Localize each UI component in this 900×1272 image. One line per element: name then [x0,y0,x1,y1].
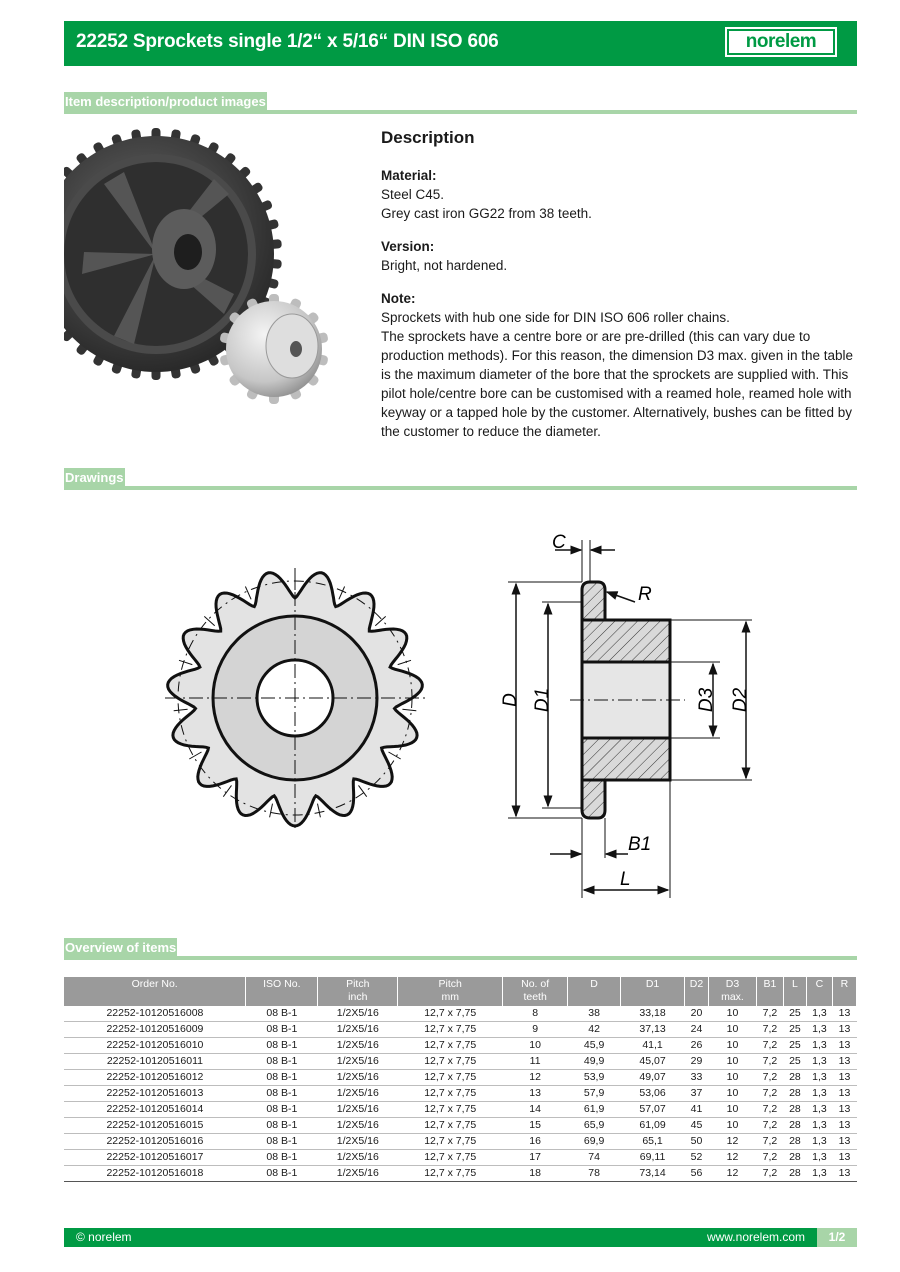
table-cell: 78 [568,1166,621,1182]
column-header [246,977,318,1006]
table-cell: 17 [503,1150,568,1166]
table-cell: 13 [832,1038,856,1054]
table-cell: 61,09 [621,1118,685,1134]
table-cell: 1/2X5/16 [318,1118,398,1134]
norelem-logo [725,27,837,57]
table-cell: 08 B-1 [246,1006,318,1022]
table-cell: 53,9 [568,1070,621,1086]
table-cell: 12,7 x 7,75 [398,1054,503,1070]
table-cell: 25 [783,1038,806,1054]
table-cell: 57,07 [621,1102,685,1118]
table-cell: 1,3 [806,1102,832,1118]
table-cell: 69,11 [621,1150,685,1166]
table-row [64,1070,857,1086]
table-cell: 10 [709,1054,757,1070]
sprocket-section-view [500,532,752,898]
table-cell: 08 B-1 [246,1134,318,1150]
table-cell: 7,2 [756,1086,783,1102]
table-cell: 1,3 [806,1150,832,1166]
table-cell: 12,7 x 7,75 [398,1006,503,1022]
table-cell: 1/2X5/16 [318,1006,398,1022]
table-cell: 14 [503,1102,568,1118]
table-cell: 61,9 [568,1102,621,1118]
column-header-line-1: Pitch [346,978,370,990]
table-row [64,1134,857,1150]
table-cell: 65,1 [621,1134,685,1150]
footer-copyright: © norelem [76,1230,132,1244]
table-cell: 18 [503,1166,568,1182]
column-header [783,977,806,1006]
table-cell: 41,1 [621,1038,685,1054]
table-row [64,1022,857,1038]
table-cell: 7,2 [756,1070,783,1086]
table-cell: 1/2X5/16 [318,1134,398,1150]
table-cell: 10 [709,1102,757,1118]
table-row [64,1006,857,1022]
table-cell: 10 [709,1118,757,1134]
table-cell: 56 [685,1166,709,1182]
table-cell: 1/2X5/16 [318,1086,398,1102]
table-cell: 12,7 x 7,75 [398,1150,503,1166]
table-cell: 13 [832,1166,856,1182]
note-line-2: The sprockets have a centre bore or are pre-drilled (this can vary due to production methods). For this reason, the dimension D3 max. given in the table is the maximum diameter of the bore that the sprockets are supplied with. This pilot hole/centre bore can be customised with a reamed hole, reamed hole with keyway or a tapped hole by the customer. Alternatively, bushes can be fitted by the customer to reduce the diameter. [381,329,853,439]
table-cell: 8 [503,1006,568,1022]
table-cell: 16 [503,1134,568,1150]
technical-drawing [150,520,870,910]
column-header-line-1: ISO No. [263,978,301,990]
table-cell: 24 [685,1022,709,1038]
dim-label-d2: D2 [730,687,751,713]
table-cell: 1,3 [806,1022,832,1038]
column-header [806,977,832,1006]
table-cell: 10 [503,1038,568,1054]
material-line-2: Grey cast iron GG22 from 38 teeth. [381,206,592,221]
page-header [64,21,857,66]
table-cell: 28 [783,1086,806,1102]
table-cell: 12 [709,1150,757,1166]
table-cell: 13 [832,1086,856,1102]
table-cell: 12,7 x 7,75 [398,1118,503,1134]
table-cell: 15 [503,1118,568,1134]
table-cell: 22252-10120516010 [64,1038,246,1054]
section-label-overview: Overview of items [65,940,177,955]
table-cell: 49,9 [568,1054,621,1070]
table-cell: 73,14 [621,1166,685,1182]
column-header [318,977,398,1006]
table-cell: 22252-10120516012 [64,1070,246,1086]
version-label: Version: [381,239,435,254]
table-cell: 1,3 [806,1086,832,1102]
table-cell: 65,9 [568,1118,621,1134]
description-heading: Description [381,128,475,147]
table-cell: 08 B-1 [246,1086,318,1102]
table-cell: 12 [709,1134,757,1150]
table-cell: 25 [783,1054,806,1070]
column-header-line-1: L [792,978,798,990]
table-cell: 7,2 [756,1022,783,1038]
table-cell: 1,3 [806,1070,832,1086]
table-cell: 74 [568,1150,621,1166]
table-row [64,1118,857,1134]
table-cell: 1,3 [806,1118,832,1134]
dim-label-l: L [620,869,631,890]
table-row [64,1102,857,1118]
table-cell: 08 B-1 [246,1070,318,1086]
table-cell: 22252-10120516009 [64,1022,246,1038]
dim-label-d3: D3 [696,687,717,713]
column-header-line-1: Pitch [438,978,462,990]
column-header-line-1: Order No. [131,978,178,990]
table-cell: 08 B-1 [246,1102,318,1118]
table-cell: 69,9 [568,1134,621,1150]
table-cell: 1,3 [806,1054,832,1070]
dim-label-d: D [500,693,521,707]
table-cell: 13 [832,1022,856,1038]
column-header [756,977,783,1006]
table-cell: 33,18 [621,1006,685,1022]
table-cell: 52 [685,1150,709,1166]
table-cell: 1,3 [806,1166,832,1182]
column-header [832,977,856,1006]
table-cell: 29 [685,1054,709,1070]
table-cell: 10 [709,1070,757,1086]
column-header [621,977,685,1006]
table-cell: 13 [832,1054,856,1070]
table-cell: 1,3 [806,1006,832,1022]
table-header-row [64,977,857,1006]
table-cell: 12,7 x 7,75 [398,1022,503,1038]
page-number: 1/2 [817,1228,857,1247]
column-header [503,977,568,1006]
column-header-line-1: D [590,978,598,990]
table-cell: 20 [685,1006,709,1022]
table-cell: 22252-10120516016 [64,1134,246,1150]
dim-label-d1: D1 [532,687,553,713]
product-image [64,124,334,414]
table-cell: 08 B-1 [246,1038,318,1054]
table-cell: 45,9 [568,1038,621,1054]
table-cell: 28 [783,1150,806,1166]
table-cell: 28 [783,1070,806,1086]
table-cell: 7,2 [756,1134,783,1150]
dim-label-b1: B1 [628,834,652,855]
table-cell: 49,07 [621,1070,685,1086]
column-header [685,977,709,1006]
table-cell: 28 [783,1102,806,1118]
table-cell: 13 [503,1086,568,1102]
section-label-drawings: Drawings [65,470,124,485]
table-cell: 1/2X5/16 [318,1150,398,1166]
table-cell: 7,2 [756,1150,783,1166]
table-cell: 08 B-1 [246,1054,318,1070]
table-cell: 7,2 [756,1038,783,1054]
column-header [398,977,503,1006]
table-cell: 13 [832,1118,856,1134]
items-table [64,977,857,1182]
table-cell: 7,2 [756,1006,783,1022]
footer-website[interactable]: www.norelem.com [706,1230,805,1244]
table-cell: 11 [503,1054,568,1070]
table-cell: 7,2 [756,1102,783,1118]
table-cell: 50 [685,1134,709,1150]
table-cell: 10 [709,1006,757,1022]
table-cell: 28 [783,1134,806,1150]
column-header [709,977,757,1006]
column-header-line-1: D2 [689,978,704,990]
table-cell: 38 [568,1006,621,1022]
table-cell: 9 [503,1022,568,1038]
note-label: Note: [381,291,416,306]
table-cell: 22252-10120516015 [64,1118,246,1134]
table-cell: 37,13 [621,1022,685,1038]
table-cell: 33 [685,1070,709,1086]
column-header [64,977,246,1006]
table-cell: 12,7 x 7,75 [398,1086,503,1102]
table-cell: 12,7 x 7,75 [398,1038,503,1054]
version-text: Bright, not hardened. [381,258,508,273]
section-divider [64,110,857,114]
table-row [64,1038,857,1054]
table-cell: 26 [685,1038,709,1054]
table-cell: 7,2 [756,1166,783,1182]
column-header-line-1: B1 [763,978,777,990]
table-cell: 1,3 [806,1134,832,1150]
table-cell: 28 [783,1118,806,1134]
table-cell: 10 [709,1022,757,1038]
column-header-line-1: D3 [725,978,740,990]
table-cell: 13 [832,1134,856,1150]
table-cell: 45 [685,1118,709,1134]
table-cell: 08 B-1 [246,1022,318,1038]
table-cell: 1/2X5/16 [318,1022,398,1038]
dim-label-r: R [638,584,652,605]
table-cell: 28 [783,1166,806,1182]
table-cell: 22252-10120516017 [64,1150,246,1166]
table-cell: 1/2X5/16 [318,1054,398,1070]
table-cell: 12 [503,1070,568,1086]
table-cell: 12,7 x 7,75 [398,1102,503,1118]
column-header-line-2: inch [348,991,368,1003]
table-cell: 12,7 x 7,75 [398,1166,503,1182]
table-cell: 53,06 [621,1086,685,1102]
column-header-line-2: mm [441,991,459,1003]
table-cell: 1/2X5/16 [318,1038,398,1054]
table-cell: 41 [685,1102,709,1118]
section-divider [64,956,857,960]
table-cell: 08 B-1 [246,1118,318,1134]
section-label-item-description: Item description/product images [65,94,266,109]
table-cell: 13 [832,1006,856,1022]
table-cell: 25 [783,1022,806,1038]
description-block [381,128,861,455]
logo-text: norelem [729,31,833,53]
table-cell: 1/2X5/16 [318,1102,398,1118]
table-cell: 57,9 [568,1086,621,1102]
page-footer [64,1228,857,1247]
note-line-1: Sprockets with hub one side for DIN ISO 606 roller chains. [381,310,730,325]
material-label: Material: [381,168,437,183]
material-line-1: Steel C45. [381,187,445,202]
table-cell: 12,7 x 7,75 [398,1134,503,1150]
table-cell: 12 [709,1166,757,1182]
section-divider [64,486,857,490]
dim-label-c: C [552,532,566,553]
table-cell: 45,07 [621,1054,685,1070]
table-cell: 08 B-1 [246,1166,318,1182]
table-cell: 22252-10120516013 [64,1086,246,1102]
table-cell: 22252-10120516018 [64,1166,246,1182]
table-cell: 1/2X5/16 [318,1166,398,1182]
column-header-line-2: teeth [523,991,547,1003]
table-cell: 22252-10120516014 [64,1102,246,1118]
column-header-line-2: max. [721,991,744,1003]
table-cell: 12,7 x 7,75 [398,1070,503,1086]
table-row [64,1054,857,1070]
table-cell: 1/2X5/16 [318,1070,398,1086]
table-cell: 25 [783,1006,806,1022]
table-body [64,1006,857,1182]
table-row [64,1150,857,1166]
table-cell: 7,2 [756,1054,783,1070]
table-cell: 22252-10120516011 [64,1054,246,1070]
sprocket-front-view [165,568,425,828]
column-header-line-1: C [815,978,824,990]
table-cell: 37 [685,1086,709,1102]
table-cell: 10 [709,1086,757,1102]
table-cell: 7,2 [756,1118,783,1134]
table-row [64,1166,857,1182]
page-title: 22252 Sprockets single 1/2“ x 5/16“ DIN ISO 606 [76,31,499,52]
column-header-line-1: No. of [521,978,550,990]
column-header-line-1: D1 [645,978,660,990]
table-cell: 1,3 [806,1038,832,1054]
column-header [568,977,621,1006]
table-cell: 13 [832,1102,856,1118]
table-cell: 08 B-1 [246,1150,318,1166]
column-header-line-1: R [840,978,849,990]
table-row [64,1086,857,1102]
table-cell: 22252-10120516008 [64,1006,246,1022]
table-cell: 10 [709,1038,757,1054]
table-cell: 13 [832,1070,856,1086]
table-cell: 42 [568,1022,621,1038]
table-cell: 13 [832,1150,856,1166]
